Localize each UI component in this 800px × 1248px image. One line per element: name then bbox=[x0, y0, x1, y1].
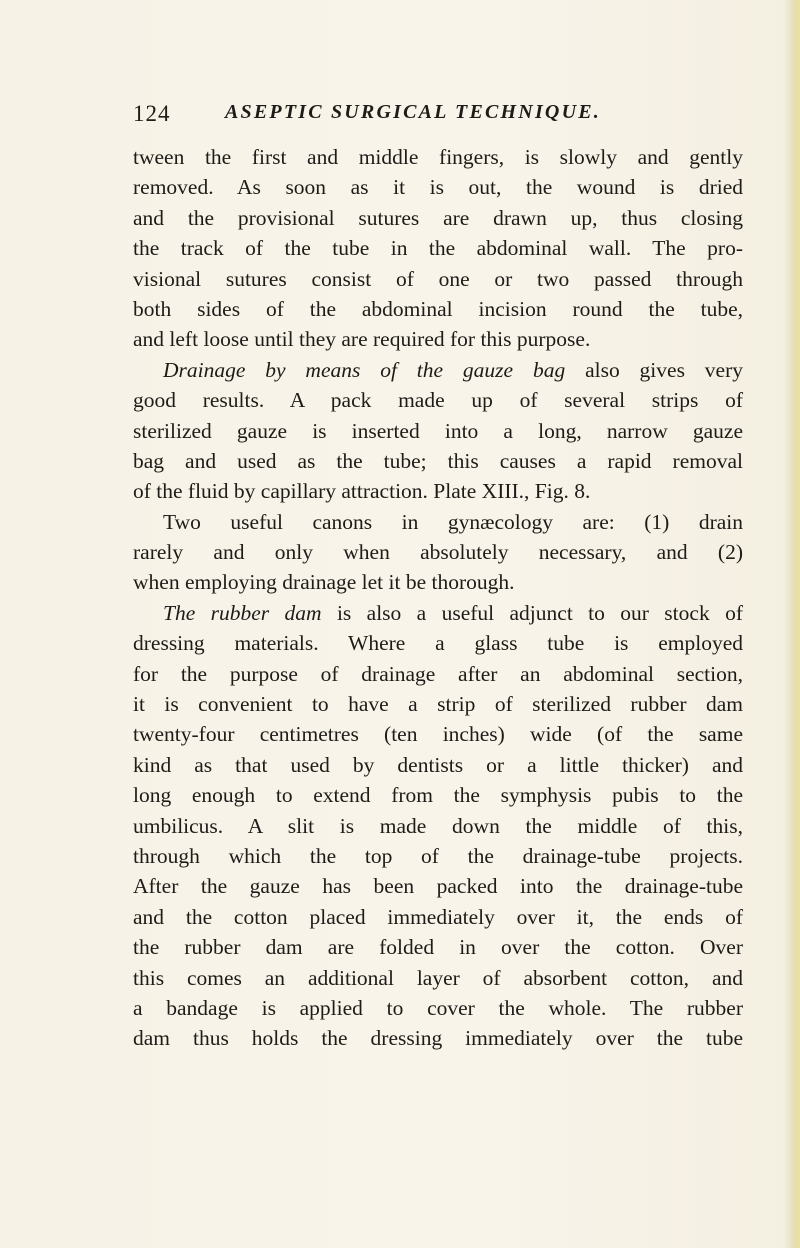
italic-run: The rubber dam bbox=[163, 600, 322, 625]
text-line: umbilicus. A slit is made down the middle of this, bbox=[133, 813, 743, 838]
text-line: removed. As soon as it is out, the wound is dried bbox=[133, 175, 743, 200]
text-line: when employing drainage let it be thorough. bbox=[133, 570, 515, 595]
text-line: both sides of the abdominal incision round the tube, bbox=[133, 296, 743, 321]
text-line: long enough to extend from the symphysis pubis to the bbox=[133, 783, 743, 808]
text-line: dam thus holds the dressing immediately over the tube bbox=[133, 1026, 743, 1051]
page-header bbox=[133, 101, 733, 129]
paragraph-first-line bbox=[133, 355, 743, 385]
text-line: good results. A pack made up of several strips of bbox=[133, 388, 743, 413]
text-line: twenty-four centimetres (ten inches) wide (of the same bbox=[133, 722, 743, 747]
italic-run: Drainage by means of the gauze bag bbox=[163, 357, 566, 382]
running-title: ASEPTIC SURGICAL TECHNIQUE. bbox=[225, 101, 601, 123]
text-line: After the gauze has been packed into the drainage-tube bbox=[133, 874, 743, 899]
text-line: the rubber dam are folded in over the cotton. Over bbox=[133, 935, 743, 960]
text-run: is also a useful adjunct to our stock of bbox=[321, 600, 743, 625]
text-line: a bandage is applied to cover the whole. The rubber bbox=[133, 995, 743, 1020]
text-line: and left loose until they are required for this purpose. bbox=[133, 327, 591, 352]
paragraph-first-line bbox=[133, 598, 743, 628]
text-line: rarely and only when absolutely necessary, and (2) bbox=[133, 540, 743, 565]
text-line: through which the top of the drainage-tube projects. bbox=[133, 843, 743, 868]
text-line: dressing materials. Where a glass tube is employed bbox=[133, 631, 743, 656]
text-line: sterilized gauze is inserted into a long, narrow gauze bbox=[133, 418, 743, 443]
page-number: 124 bbox=[133, 101, 171, 126]
text-line: of the fluid by capillary attraction. Plate XIII., Fig. 8. bbox=[133, 479, 591, 504]
text-run: also gives very bbox=[565, 357, 743, 382]
text-line: this comes an additional layer of absorbent cotton, and bbox=[133, 965, 743, 990]
text-line: tween the first and middle fingers, is slowly and gently bbox=[133, 145, 743, 169]
text-line: for the purpose of drainage after an abdominal section, bbox=[133, 661, 743, 686]
page-edge-shadow bbox=[784, 0, 800, 1248]
text-line: visional sutures consist of one or two passed through bbox=[133, 266, 743, 291]
text-line: the track of the tube in the abdominal wall. The pro- bbox=[133, 236, 743, 261]
paragraph-first-line: Two useful canons in gynæcology are: (1) drain bbox=[163, 509, 743, 534]
text-line: and the provisional sutures are drawn up, thus closing bbox=[133, 205, 743, 230]
body-text bbox=[133, 142, 743, 1054]
text-line: and the cotton placed immediately over it, the ends of bbox=[133, 904, 743, 929]
text-line: bag and used as the tube; this causes a rapid removal bbox=[133, 448, 743, 473]
text-line: it is convenient to have a strip of sterilized rubber dam bbox=[133, 692, 743, 717]
text-line: kind as that used by dentists or a little thicker) and bbox=[133, 752, 743, 777]
